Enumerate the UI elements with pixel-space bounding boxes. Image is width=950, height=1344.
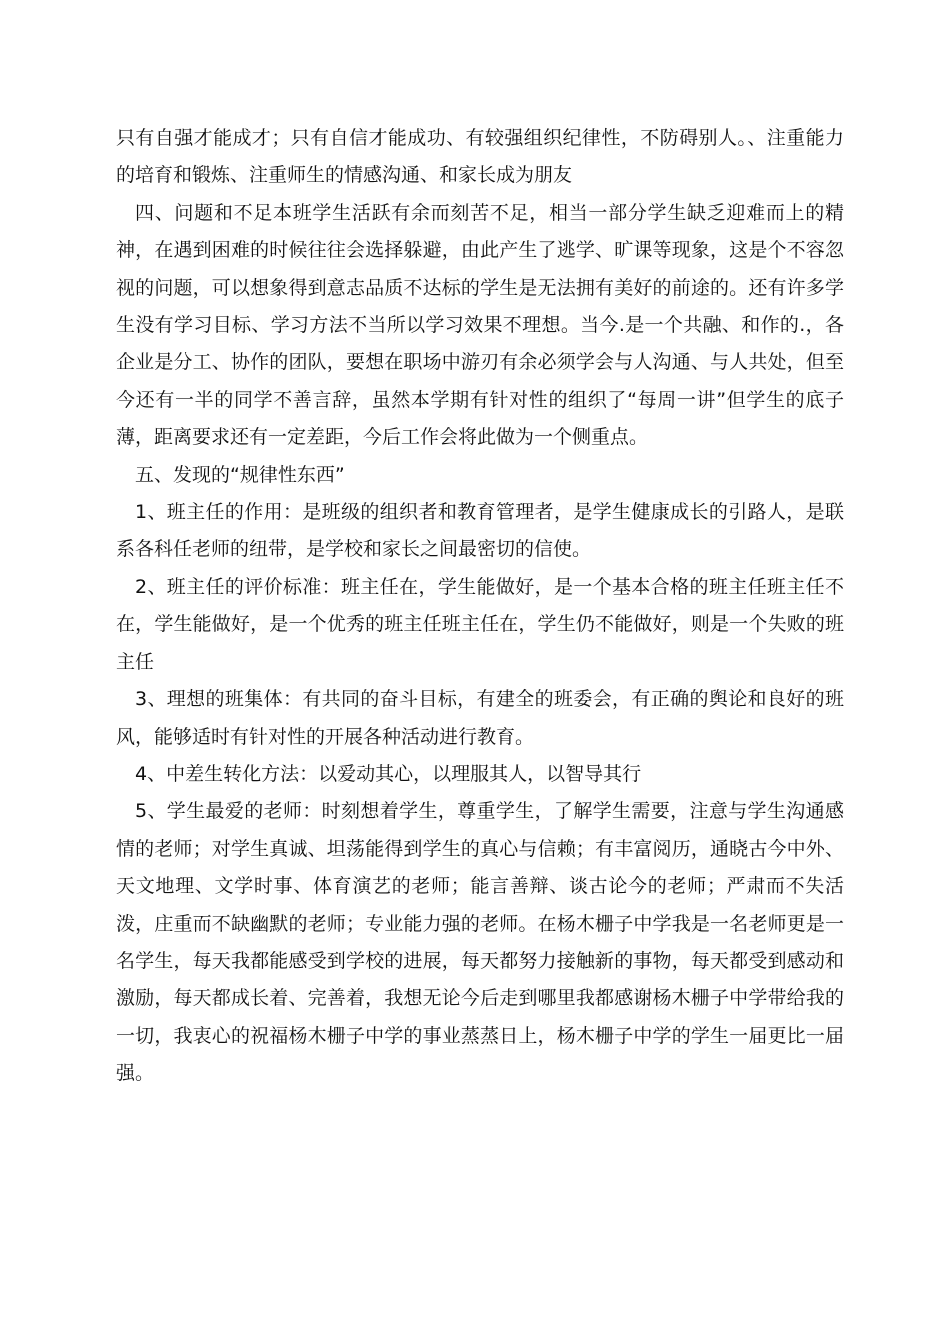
paragraph-section-four-problems: 四、问题和不足本班学生活跃有余而刻苦不足，相当一部分学生缺乏迎难而上的精神，在遇到困难的时候往往会选择躲避，由此产生了逃学、旷课等现象，这是个不容忽视的问题，可以想象得到意志品质不达标的学生是无法拥有美好的前途的。还有许多学生没有学习目标、学习方法不当所以学习效果不理想。当今.是一个共融、和作的.，各企业是分工、协作的团队，要想在职场中游刃有余必须学会与人沟通、与人共处，但至今还有一半的同学不善言辞，虽然本学期有针对性的组织了“每周一讲”但学生的底子薄，距离要求还有一定差距，今后工作会将此做为一个侧重点。 bbox=[116, 201, 844, 449]
paragraph-item-2-evaluation-standard: 2、班主任的评价标准：班主任在，学生能做好，是一个基本合格的班主任班主任不在，学生能做好，是一个优秀的班主任班主任在，学生仍不能做好，则是一个失败的班主任 bbox=[116, 575, 844, 673]
paragraph-item-1-head-teacher-role: 1、班主任的作用：是班级的组织者和教育管理者，是学生健康成长的引路人，是联系各科任老师的纽带，是学校和家长之间最密切的信使。 bbox=[116, 501, 844, 561]
paragraph-item-4-transformation-method: 4、中差生转化方法：以爱动其心，以理服其人，以智导其行 bbox=[135, 762, 642, 785]
document-body bbox=[116, 120, 844, 1093]
paragraph-item-5-favorite-teacher: 5、学生最爱的老师：时刻想着学生，尊重学生，了解学生需要，注意与学生沟通感情的老师；对学生真诚、坦荡能得到学生的真心与信赖；有丰富阅历，通晓古今中外、天文地理、文学时事、体育演艺的老师；能言善辩、谈古论今的老师；严肃而不失活泼，庄重而不缺幽默的老师；专业能力强的老师。在杨木栅子中学我是一名老师更是一名学生，每天我都能感受到学校的进展，每天都努力接触新的事物，每天都受到感动和激励，每天都成长着、完善着，我想无论今后走到哪里我都感谢杨木栅子中学带给我的一切，我衷心的祝福杨木栅子中学的事业蒸蒸日上，杨木栅子中学的学生一届更比一届强。 bbox=[116, 800, 844, 1085]
paragraph-section-five-heading: 五、发现的“规律性东西” bbox=[135, 463, 345, 486]
paragraph-item-3-ideal-class: 3、理想的班集体：有共同的奋斗目标，有建全的班委会，有正确的舆论和良好的班风，能够适时有针对性的开展各种活动进行教育。 bbox=[116, 688, 844, 748]
paragraph-continuation: 只有自强才能成才；只有自信才能成功、有较强组织纪律性，不防碍别人。、注重能力的培育和锻炼、注重师生的情感沟通、和家长成为朋友 bbox=[116, 127, 844, 187]
